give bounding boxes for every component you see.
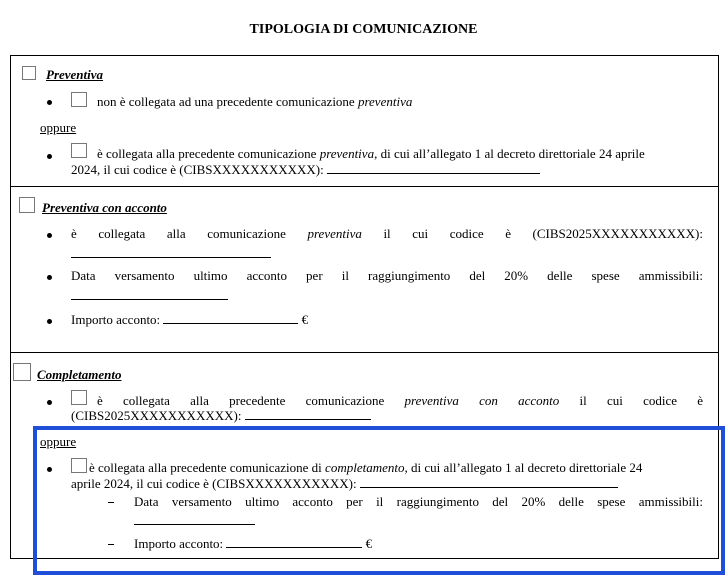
completamento-date-label: Data versamento ultimo acconto per il raggiungimento del 20% delle spese ammissibili: (134, 494, 703, 509)
oppure-label: oppure (40, 434, 77, 449)
linked-acconto-code-line: (CIBS2025XXXXXXXXXXX): (71, 408, 371, 424)
not-linked-label: non è collegata ad una precedente comunicazione preventiva (97, 94, 413, 109)
bullet (47, 275, 52, 280)
code-input-line[interactable] (71, 257, 271, 258)
linked-completamento-label: è collegata alla precedente comunicazione di completamento, di cui all’allegato 1 al decreto direttoriale 24 (89, 460, 643, 475)
code-input-line[interactable] (327, 173, 540, 174)
preventiva-checkbox[interactable] (22, 66, 36, 80)
acconto-amount-label: Importo acconto: € (71, 312, 309, 327)
linked-acconto-checkbox[interactable] (71, 390, 87, 405)
linked-preventiva-code-line: 2024, il cui codice è (CIBSXXXXXXXXXXX): (71, 162, 540, 178)
date-input-line[interactable] (71, 299, 228, 300)
bullet (47, 233, 52, 238)
amount-input-line[interactable] (163, 323, 298, 324)
bullet (47, 319, 52, 324)
highlight-box (33, 426, 725, 575)
acconto-linked-label: è collegata alla comunicazione preventiva il cui codice è (CIBS2025XXXXXXXXXXX): (71, 226, 703, 241)
bullet (47, 154, 52, 159)
code-input-line[interactable] (245, 419, 371, 420)
euro-symbol: € (301, 312, 309, 327)
preventiva-acconto-checkbox[interactable] (19, 197, 35, 213)
euro-symbol: € (365, 536, 373, 551)
document-title: TIPOLOGIA DI COMUNICAZIONE (249, 22, 478, 37)
completamento-checkbox[interactable] (13, 363, 31, 381)
linked-preventiva-checkbox[interactable] (71, 143, 87, 158)
completamento-amount-label: Importo acconto: € (134, 536, 373, 551)
bullet (47, 100, 52, 105)
acconto-date-label: Data versamento ultimo acconto per il raggiungimento del 20% delle spese ammissibili: (71, 268, 703, 283)
section-header-preventiva: Preventiva (46, 67, 104, 82)
section-header-preventiva-acconto: Preventiva con acconto (42, 200, 167, 215)
linked-acconto-label: è collegata alla precedente comunicazione preventiva con acconto il cui codice è (97, 393, 703, 408)
section-divider (10, 352, 718, 353)
not-linked-checkbox[interactable] (71, 92, 87, 107)
bullet (47, 400, 52, 405)
section-divider (10, 186, 718, 187)
linked-completamento-code-line: aprile 2024, il cui codice è (CIBSXXXXXXXXXXX): (71, 476, 618, 492)
linked-preventiva-label: è collegata alla precedente comunicazione preventiva, di cui all’allegato 1 al decreto direttoriale 24 aprile (97, 146, 645, 161)
oppure-label: oppure (40, 120, 77, 135)
section-header-completamento: Completamento (37, 367, 122, 382)
